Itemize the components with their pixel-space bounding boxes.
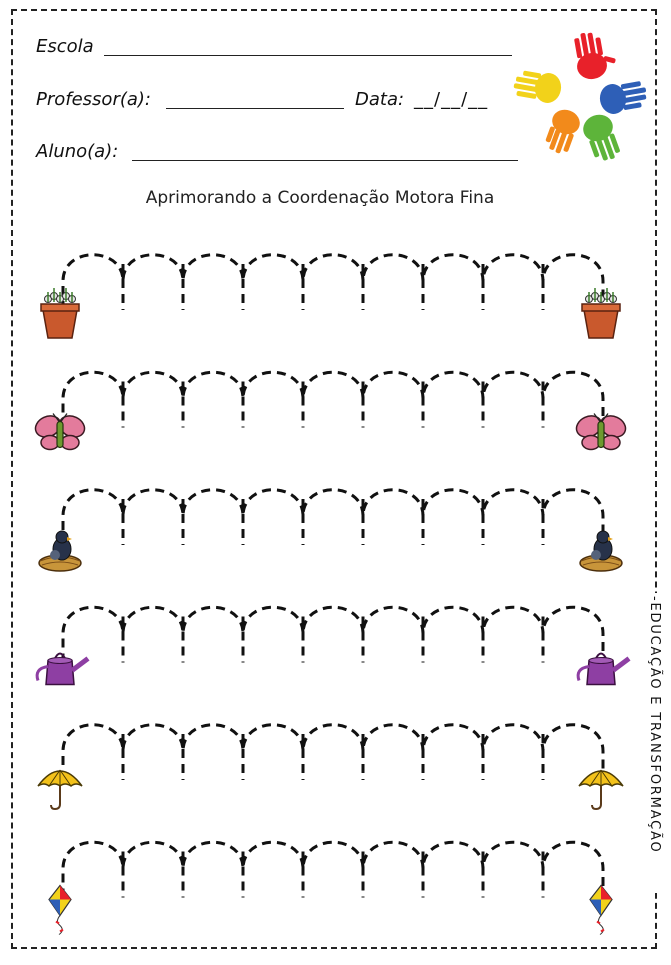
data-label: Data: xyxy=(355,89,405,110)
flower-pot-icon xyxy=(582,288,620,338)
kite-icon xyxy=(49,886,71,935)
watering-can-icon xyxy=(578,654,629,685)
dashed-arch-path xyxy=(63,725,603,780)
butterfly-icon xyxy=(573,412,629,450)
tracing-row[interactable] xyxy=(63,490,603,545)
dashed-arch-path xyxy=(63,842,603,897)
data-slots[interactable]: __/__/__ xyxy=(414,89,489,110)
dashed-arch-path xyxy=(63,490,603,545)
dashed-arch-path xyxy=(63,607,603,662)
tracing-row[interactable] xyxy=(63,255,603,310)
escola-label: Escola xyxy=(36,36,94,57)
tracing-row[interactable] xyxy=(63,725,603,780)
flower-pot-icon xyxy=(41,288,79,338)
butterfly-icon xyxy=(32,412,88,450)
professor-label: Professor(a): xyxy=(36,89,151,110)
side-label: -EDUCAÇÃO E TRANSFORMAÇÃO xyxy=(647,596,662,854)
tracing-row[interactable] xyxy=(63,607,603,662)
aluno-label: Aluno(a): xyxy=(36,141,119,162)
umbrella-icon xyxy=(38,770,82,809)
tracing-row[interactable] xyxy=(63,372,603,427)
dashed-arch-path xyxy=(63,372,603,427)
dashed-arch-path xyxy=(63,255,603,310)
worksheet-title: Aprimorando a Coordenação Motora Fina xyxy=(145,188,495,208)
kite-icon xyxy=(590,886,612,935)
watering-can-icon xyxy=(37,654,88,685)
bird-nest-icon xyxy=(580,531,622,571)
bird-nest-icon xyxy=(39,531,81,571)
umbrella-icon xyxy=(579,770,623,809)
tracing-row[interactable] xyxy=(63,842,603,897)
